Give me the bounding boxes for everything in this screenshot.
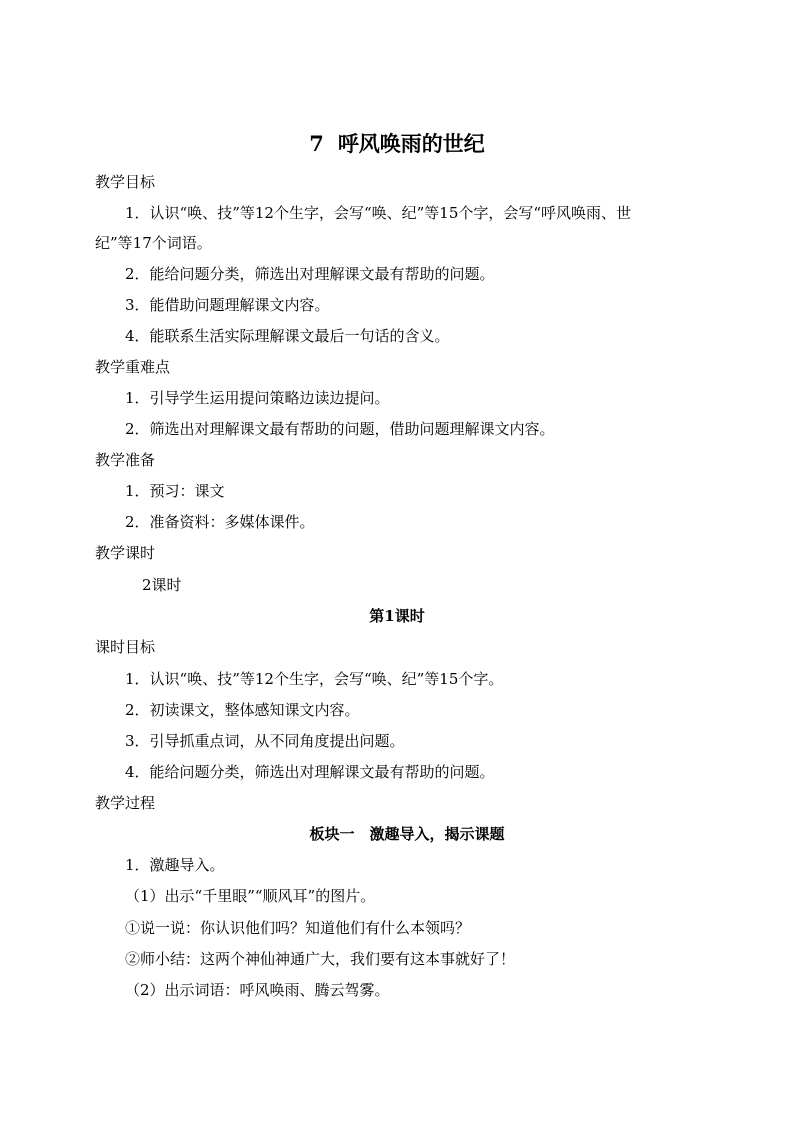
step-1-1: （1）出示“千里眼”“顺风耳”的图片。: [125, 887, 376, 905]
step-1-1-b: ②师小结：这两个神仙神通广大，我们要有这本事就好了！: [125, 950, 516, 968]
step-1-1-a: ①说一说：你认识他们吗？知道他们有什么本领吗？: [125, 919, 471, 937]
hours-value: 2课时: [142, 576, 182, 594]
goal-item-2: 2．能给问题分类，筛选出对理解课文最有帮助的问题。: [125, 265, 495, 283]
section-heading-keypoints: 教学重难点: [95, 358, 171, 376]
lesson-number: 7: [309, 131, 324, 156]
section-heading-lesson-goals: 课时目标: [95, 638, 156, 656]
keypoint-item-2: 2．筛选出对理解课文最有帮助的问题，借助问题理解课文内容。: [125, 420, 555, 438]
lesson-goal-item-1: 1．认识“唤、技”等12个生字，会写“唤、纪”等15个字。: [125, 670, 504, 688]
lesson-goal-item-4: 4．能给问题分类，筛选出对理解课文最有帮助的问题。: [125, 763, 495, 781]
goal-item-1-line-2: 纪”等17个词语。: [95, 234, 212, 252]
section-heading-hours: 教学课时: [95, 544, 156, 562]
goal-item-4: 4．能联系生活实际理解课文最后一句话的含义。: [125, 327, 450, 345]
keypoint-item-1: 1．引导学生运用提问策略边读边提问。: [125, 389, 390, 407]
prep-item-1: 1．预习：课文: [125, 482, 225, 500]
lesson-title: [0, 130, 794, 158]
prep-item-2: 2．准备资料：多媒体课件。: [125, 513, 315, 531]
goal-item-1-line-1: 1．认识“唤、技”等12个生字，会写“唤、纪”等15个字，会写“呼风唤雨、世: [125, 204, 632, 222]
lesson-title-text: 呼风唤雨的世纪: [337, 131, 485, 156]
block-1-heading: 板块一 激趣导入，揭示课题: [309, 825, 505, 843]
step-1: 1．激趣导入。: [125, 856, 225, 874]
step-1-2: （2）出示词语：呼风唤雨、腾云驾雾。: [125, 981, 390, 999]
section-heading-goals: 教学目标: [95, 173, 156, 191]
lesson-goal-item-3: 3．引导抓重点词，从不同角度提出问题。: [125, 732, 405, 750]
goal-item-3: 3．能借助问题理解课文内容。: [125, 296, 330, 314]
lesson-goal-item-2: 2．初读课文，整体感知课文内容。: [125, 701, 360, 719]
lesson-1-heading: 第1课时: [369, 607, 425, 625]
section-heading-process: 教学过程: [95, 794, 156, 812]
section-heading-preparation: 教学准备: [95, 451, 156, 469]
